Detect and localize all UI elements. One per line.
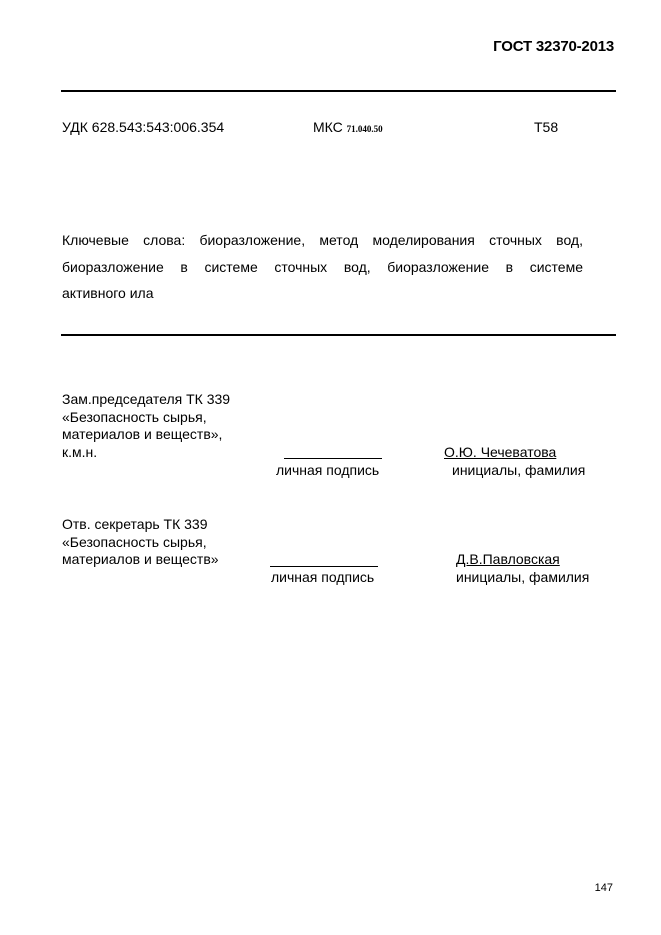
- signature-line: [284, 444, 382, 459]
- keywords-paragraph: [62, 227, 583, 307]
- signer-position-line: «Безопасность сырья,: [62, 408, 207, 425]
- category-code: Т58: [534, 119, 559, 135]
- signer-position: [62, 516, 219, 569]
- mks-label: МКС: [313, 119, 343, 135]
- mks-classification: [313, 119, 383, 135]
- signer-position-line: материалов и веществ»,: [62, 426, 223, 442]
- top-divider: [61, 90, 616, 92]
- mks-code: 71.040.50: [346, 124, 383, 134]
- signer-position-line: материалов и веществ»: [62, 551, 219, 567]
- signature-caption: личная подпись: [276, 462, 380, 478]
- signer-name: О.Ю. Чечеватова: [444, 444, 557, 460]
- name-caption: инициалы, фамилия: [456, 569, 590, 585]
- name-caption: инициалы, фамилия: [452, 462, 586, 478]
- signer-name: Д.В.Павловская: [456, 551, 560, 567]
- signer-position-line: «Безопасность сырья,: [62, 533, 207, 550]
- keywords-line: активного ила: [62, 285, 154, 301]
- keywords-line: биоразложение в системе сточных вод, биоразложение в системе: [62, 258, 583, 275]
- signature-caption: личная подпись: [271, 569, 375, 585]
- signer-position: [62, 391, 230, 461]
- signature-line: [270, 552, 378, 567]
- signer-position-line: к.м.н.: [62, 443, 98, 460]
- udk-code: УДК 628.543:543:006.354: [62, 119, 225, 135]
- bottom-divider: [61, 334, 616, 336]
- signer-position-line: Зам.председателя ТК 339: [62, 391, 231, 407]
- document-standard-number: ГОСТ 32370-2013: [493, 38, 614, 55]
- keywords-line: Ключевые слова: биоразложение, метод моделирования сточных вод,: [62, 232, 583, 248]
- page-number: 147: [594, 882, 613, 894]
- signer-position-line: Отв. секретарь ТК 339: [62, 516, 208, 532]
